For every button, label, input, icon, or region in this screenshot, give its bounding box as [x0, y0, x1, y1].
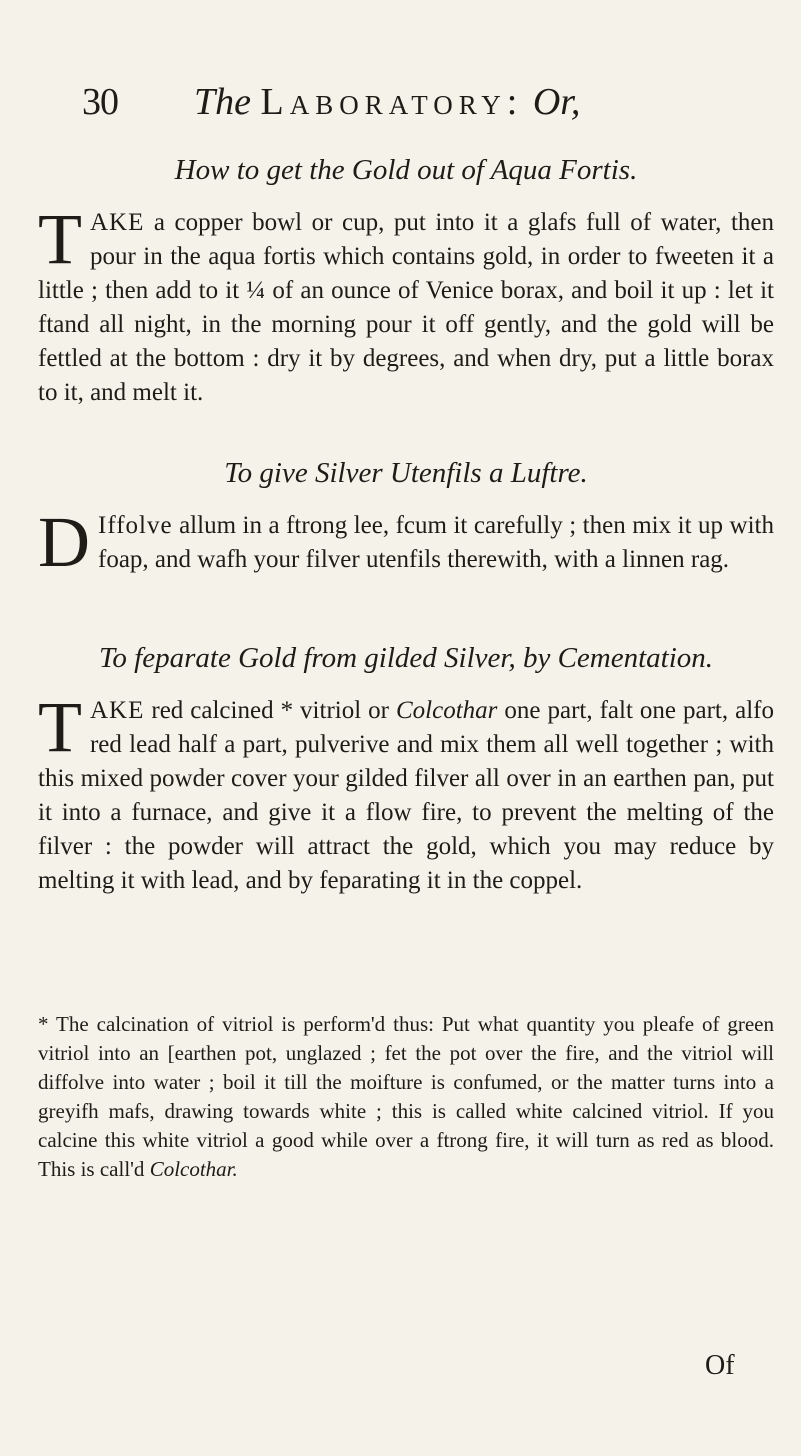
page-number: 30 [82, 81, 118, 123]
body-text: a copper bowl or cup, put into it a glafs full of water, then pour in the aqua fortis which contains gold, in order to fweeten it a little ; then add to it ¼ of an ounce of Venice borax, and boil it up : let it ftand all night, in the morning pour it off gently, and the gold will be fettled at the bottom : dry it by degrees, and when dry, put a little borax to it, and melt it. [38, 209, 774, 406]
footnote-body: * The calcination of vitriol is perform'd thus: Put what quantity you pleafe of green vitriol into an [earthen pot, unglazed ; fet the pot over the fire, and the vitriol will diffolve into water ; boil it till the moifture is confumed, or the matter turns into a greyifh mafs, drawing towards white ; this is called white calcined vitriol. If you calcine this white vitriol a good while over a ftrong fire, it will turn as red as blood. This is call'd [38, 1012, 774, 1181]
title-suffix: Or, [532, 81, 581, 123]
section-heading: To feparate Gold from gilded Silver, by Cementation. [98, 642, 714, 674]
section-body [38, 502, 774, 582]
footnote-text [38, 1010, 774, 1184]
section-cementation [38, 640, 774, 898]
section-body [38, 687, 774, 898]
drop-cap: T [38, 687, 82, 767]
body-text: allum in a ftrong lee, fcum it carefully ; then mix it up with foap, and wafh your filver utenfils therewith, with a linnen rag. [98, 512, 774, 573]
body-text: red calcined * vitriol or [144, 697, 396, 724]
body-text: one part, falt one part, alfo red lead half a part, pulverive and mix them all well together ; with this mixed powder cover your gilded filver all over in an earthen pan, put it into a furnace, and give it a flow fire, to prevent the melting of the filver : the powder will attract the gold, which you may reduce by melting it with lead, and by feparating it in the coppel. [38, 697, 774, 894]
section-silver-lustre [38, 455, 774, 582]
title-prefix: The [194, 81, 251, 123]
footnote-term: Colcothar. [149, 1157, 238, 1181]
drop-cap: D [38, 502, 90, 582]
section-body [38, 199, 774, 410]
lead-word: AKE [89, 697, 145, 724]
drop-cap: T [38, 199, 82, 279]
catchword: Of [705, 1350, 735, 1381]
running-head [82, 80, 722, 130]
lead-word: Iffolve [98, 512, 173, 539]
section-gold-aqua-fortis [38, 152, 774, 410]
section-heading: How to get the Gold out of Aqua Fortis. [174, 154, 638, 186]
footnote [38, 1010, 774, 1184]
section-heading: To give Silver Utenfils a Luftre. [224, 457, 588, 489]
title-main: Laboratory: [260, 81, 524, 123]
lead-word: AKE [89, 209, 145, 236]
running-title [194, 80, 580, 124]
italic-term: Colcothar [396, 697, 498, 724]
